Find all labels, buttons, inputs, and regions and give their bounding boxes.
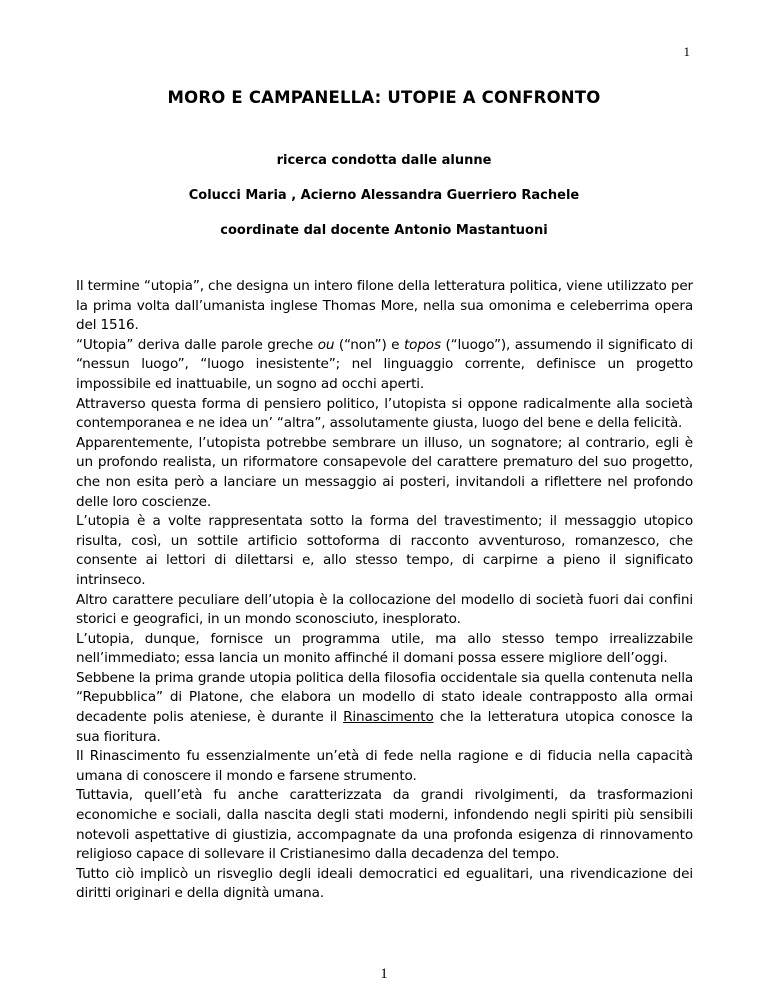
text-run: “Utopia” deriva dalle parole greche bbox=[76, 336, 318, 353]
paragraph bbox=[76, 336, 693, 395]
text-run: (“luogo”), assumendo il significato di “nessun luogo”, “luogo inesistente”; nel linguaggio corrente, definisce un progetto impossibile ed inattuabile, un sogno ad occhi aperti. bbox=[76, 336, 693, 392]
paragraph: L’utopia è a volte rappresentata sotto la forma del travestimento; il messaggio utopico risulta, così, un sottile artificio sottoforma di racconto avventuroso, romanzesco, che consente ai lettori di dilettarsi e, allo stesso tempo, di carpirne a pieno il significato intrinseco. bbox=[76, 513, 693, 588]
paragraph: Attraverso questa forma di pensiero politico, l’utopista si oppone radicalmente alla società contemporanea e ne idea un’ “altra”, assolutamente giusta, luogo del bene e della felicità. bbox=[76, 395, 693, 432]
paragraph: Tuttavia, quell’età fu anche caratterizzata da grandi rivolgimenti, da trasformazioni economiche e sociali, dalla nascita degli stati moderni, infondendo negli spiriti più sensibili notevoli aspettative di giustizia, accompagnate da una profonda esigenza di rinnovamento religioso capace di sollevare il Cristianesimo dalla decadenza del tempo. bbox=[76, 787, 693, 863]
text-run: che la letteratura utopica conosce la sua fioritura. bbox=[76, 709, 693, 745]
text-run: Sebbene la prima grande utopia politica della filosofia occidentale sia quella contenuta nella “Repubblica” di Platone, che elabora un modello di stato ideale contrapposto alla ormai decadente polis ateniese, è durante il bbox=[76, 669, 693, 726]
paragraph bbox=[76, 669, 693, 747]
document-subtitle: ricerca condotta dalle alunne bbox=[276, 153, 492, 168]
authors-line: Colucci Maria , Acierno Alessandra Guerriero Rachele bbox=[188, 188, 580, 203]
paragraph: Il termine “utopia”, che designa un intero filone della letteratura politica, viene utilizzato per la prima volta dall’umanista inglese Thomas More, nella sua omonima e celeberrima opera del 1516. bbox=[76, 278, 693, 334]
paragraph: Apparentemente, l’utopista potrebbe sembrare un illuso, un sognatore; al contrario, egli è un profondo realista, un riformatore consapevole del carattere prematuro del suo progetto, che non esita però a lanciare un messaggio ai posteri, invitandoli a riflettere nel profondo delle loro coscienze. bbox=[76, 434, 693, 510]
greek-term-ou: ou bbox=[317, 336, 335, 353]
paragraph: Tutto ciò implicò un risveglio degli ideali democratici ed egualitari, una rivendicazione dei diritti originari e della dignità umana. bbox=[76, 865, 693, 902]
text-run: (“non”) e bbox=[334, 336, 404, 353]
document-body bbox=[76, 277, 693, 904]
paragraph: Il Rinascimento fu essenzialmente un’età di fede nella ragione e di fiducia nella capacità umana di conoscere il mondo e farsene strumento. bbox=[76, 748, 693, 784]
paragraph: L’utopia, dunque, fornisce un programma utile, ma allo stesso tempo irrealizzabile nell’immediato; essa lancia un monito affinché il domani possa essere migliore dell’oggi. bbox=[76, 630, 693, 667]
paragraph: Altro carattere peculiare dell’utopia è la collocazione del modello di società fuori dai confini storici e geografici, in un mondo sconosciuto, inesplorato. bbox=[76, 591, 693, 628]
document-title: MORO E CAMPANELLA: UTOPIE A CONFRONTO bbox=[167, 88, 601, 107]
rinascimento-link[interactable]: Rinascimento bbox=[343, 709, 434, 726]
coordinator-line: coordinate dal docente Antonio Mastantuoni bbox=[220, 223, 548, 238]
page-number-top: 1 bbox=[683, 44, 690, 59]
page-number-bottom: 1 bbox=[380, 966, 388, 982]
greek-term-topos: topos bbox=[403, 336, 441, 353]
